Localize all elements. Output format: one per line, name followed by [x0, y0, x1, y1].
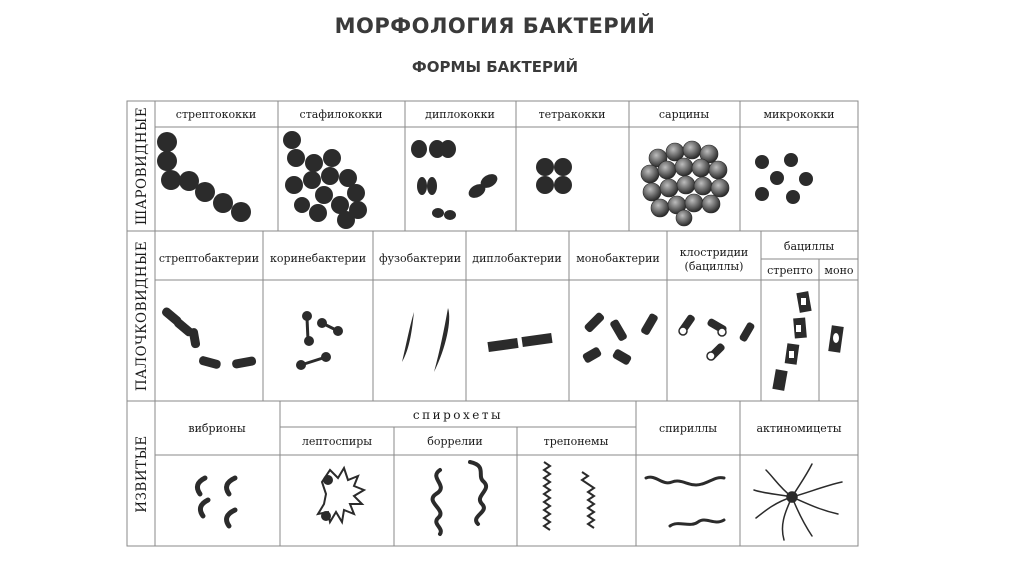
staphylococci-illustration — [283, 131, 367, 229]
group-label-spherical: ШАРОВИДНЫЕ — [134, 106, 150, 226]
diplococci-illustration — [411, 140, 500, 220]
sarcina-illustration — [641, 141, 729, 226]
label-treponema: трепонемы — [543, 435, 609, 448]
label-fusobacteria: фузобактерии — [378, 252, 462, 265]
tetracocci-illustration — [536, 158, 572, 194]
fusobacteria-illustration — [402, 308, 449, 372]
label-vibrios: вибрионы — [188, 422, 246, 435]
treponema-illustration — [544, 462, 594, 530]
group-label-twisted: ИЗВИТЫЕ — [134, 435, 150, 513]
clostridia-illustration — [678, 314, 755, 362]
micrococci-illustration — [755, 153, 813, 204]
label-borrelia: боррелии — [427, 435, 483, 448]
label-monobacteria: монобактерии — [576, 252, 660, 265]
label-clostridia: клостридии — [679, 246, 749, 259]
streptobacteria-illustration — [160, 306, 256, 370]
bacilli-mono-illustration — [828, 325, 844, 352]
label-bacilli-strepto: стрепто — [767, 264, 813, 277]
leptospira-illustration — [318, 468, 364, 522]
bacilli-strepto-illustration — [772, 291, 811, 391]
monobacteria-illustration — [582, 311, 659, 365]
label-staphylococci: стафилококки — [299, 108, 383, 121]
label-clostridia-bacilli: (бациллы) — [684, 260, 744, 273]
group-label-rod: ПАЛОЧКОВИДНЫЕ — [134, 240, 150, 392]
spirilla-illustration — [646, 477, 724, 526]
streptococci-illustration — [157, 132, 251, 222]
label-leptospira: лептоспиры — [301, 435, 373, 448]
label-corynebacteria: коринебактерии — [269, 252, 367, 265]
corynebacteria-illustration — [296, 311, 343, 370]
vibrios-illustration — [197, 478, 235, 526]
label-streptococci: стрептококки — [175, 108, 257, 121]
page-title: МОРФОЛОГИЯ БАКТЕРИЙ — [334, 14, 656, 38]
label-streptobacteria: стрептобактерии — [158, 252, 260, 265]
label-spirilla: спириллы — [659, 422, 717, 435]
label-bacilli: бациллы — [783, 240, 835, 253]
label-actinomycetes: актиномицеты — [756, 422, 842, 435]
page-subtitle: ФОРМЫ БАКТЕРИЙ — [411, 58, 579, 76]
label-bacilli-mono: моно — [824, 264, 854, 277]
label-tetracocci: тетракокки — [538, 108, 606, 121]
borrelia-illustration — [433, 462, 487, 534]
actinomycetes-illustration — [754, 464, 842, 540]
label-diplococci: диплококки — [425, 108, 495, 121]
label-diplobacteria: диплобактерии — [472, 252, 562, 265]
label-spirochetes: спирохеты — [412, 408, 504, 422]
label-sarcina: сарцины — [658, 108, 710, 121]
label-micrococci: микрококки — [763, 108, 835, 121]
diplobacteria-illustration — [487, 333, 552, 352]
